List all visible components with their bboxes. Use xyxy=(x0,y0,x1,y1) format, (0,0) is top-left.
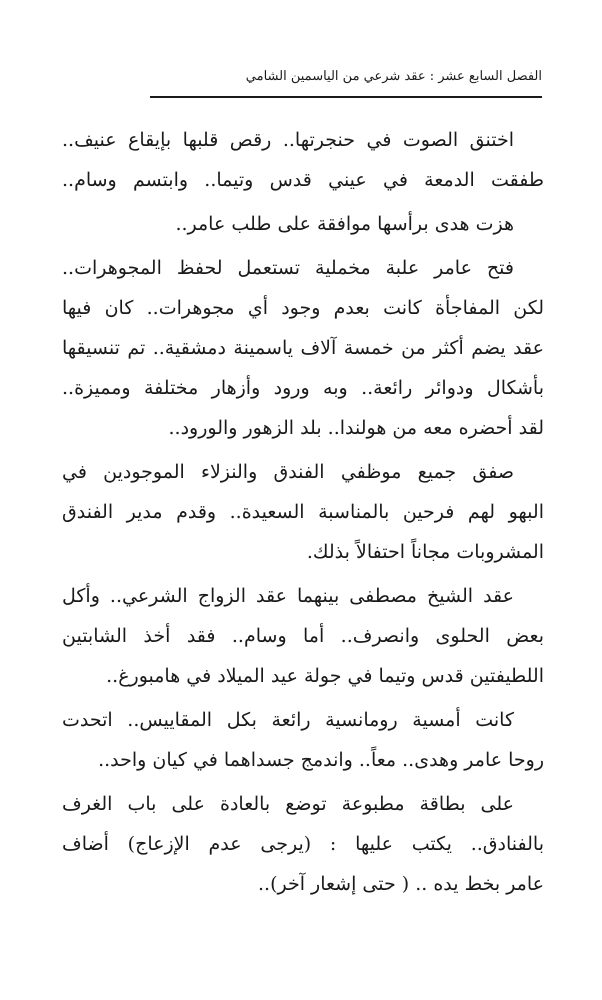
text-line: بالفنادق.. يكتب عليها : (يرجى عدم الإزعاج) أضاف xyxy=(62,833,544,855)
text-line: بعض الحلوى وانصرف.. أما وسام.. فقد أخذ الشابتين xyxy=(62,625,544,647)
text-line: بأشكال ودوائر رائعة.. وبه ورود وأزهار مختلفة ومميزة.. xyxy=(62,377,544,399)
text-line: اختنق الصوت في حنجرتها.. رقص قلبها بإيقاع عنيف.. xyxy=(62,129,514,151)
text-line: طفقت الدمعة في عيني قدس وتيما.. وابتسم وسام.. xyxy=(62,169,544,191)
header-rule xyxy=(150,96,542,98)
text-line: روحا عامر وهدى.. معاً.. واندمج جسداهما في كيان واحد.. xyxy=(98,749,544,771)
paragraph-2 xyxy=(62,204,544,244)
text-line: على بطاقة مطبوعة توضع بالعادة على باب الغرف xyxy=(62,793,514,815)
chapter-body xyxy=(62,120,544,908)
text-line: المشروبات مجاناً احتفالاً بذلك. xyxy=(306,541,544,563)
text-line: لقد أحضره معه من هولندا.. بلد الزهور والورود.. xyxy=(168,417,544,439)
text-line: عقد يضم أكثر من خمسة آلاف ياسمينة دمشقية.. تم تنسيقها xyxy=(62,337,544,359)
paragraph-1 xyxy=(62,120,544,200)
text-line: هزت هدى برأسها موافقة على طلب عامر.. xyxy=(175,213,514,235)
text-line: اللطيفتين قدس وتيما في جولة عيد الميلاد في هامبورغ.. xyxy=(106,665,544,687)
text-line: عقد الشيخ مصطفى بينهما عقد الزواج الشرعي.. وأكل xyxy=(62,585,514,607)
text-line: عامر بخط يده .. ( حتى إشعار آخر).. xyxy=(257,873,544,895)
text-line: فتح عامر علبة مخملية تستعمل لحفظ المجوهرات.. xyxy=(62,257,514,279)
paragraph-5 xyxy=(62,576,544,696)
paragraph-4 xyxy=(62,452,544,572)
text-line: لكن المفاجأة كانت بعدم وجود أي مجوهرات.. كان فيها xyxy=(62,297,544,319)
text-line: البهو لهم فرحين بالمناسبة السعيدة.. وقدم مدير الفندق xyxy=(62,501,544,523)
text-line: كانت أمسية رومانسية رائعة بكل المقاييس.. اتحدت xyxy=(62,709,514,731)
paragraph-3 xyxy=(62,248,544,448)
text-line: صفق جميع موظفي الفندق والنزلاء الموجودين في xyxy=(62,461,514,483)
paragraph-7 xyxy=(62,784,544,904)
paragraph-6 xyxy=(62,700,544,780)
running-header: الفصل السابع عشر : عقد شرعي من الياسمين الشامي xyxy=(245,69,542,84)
